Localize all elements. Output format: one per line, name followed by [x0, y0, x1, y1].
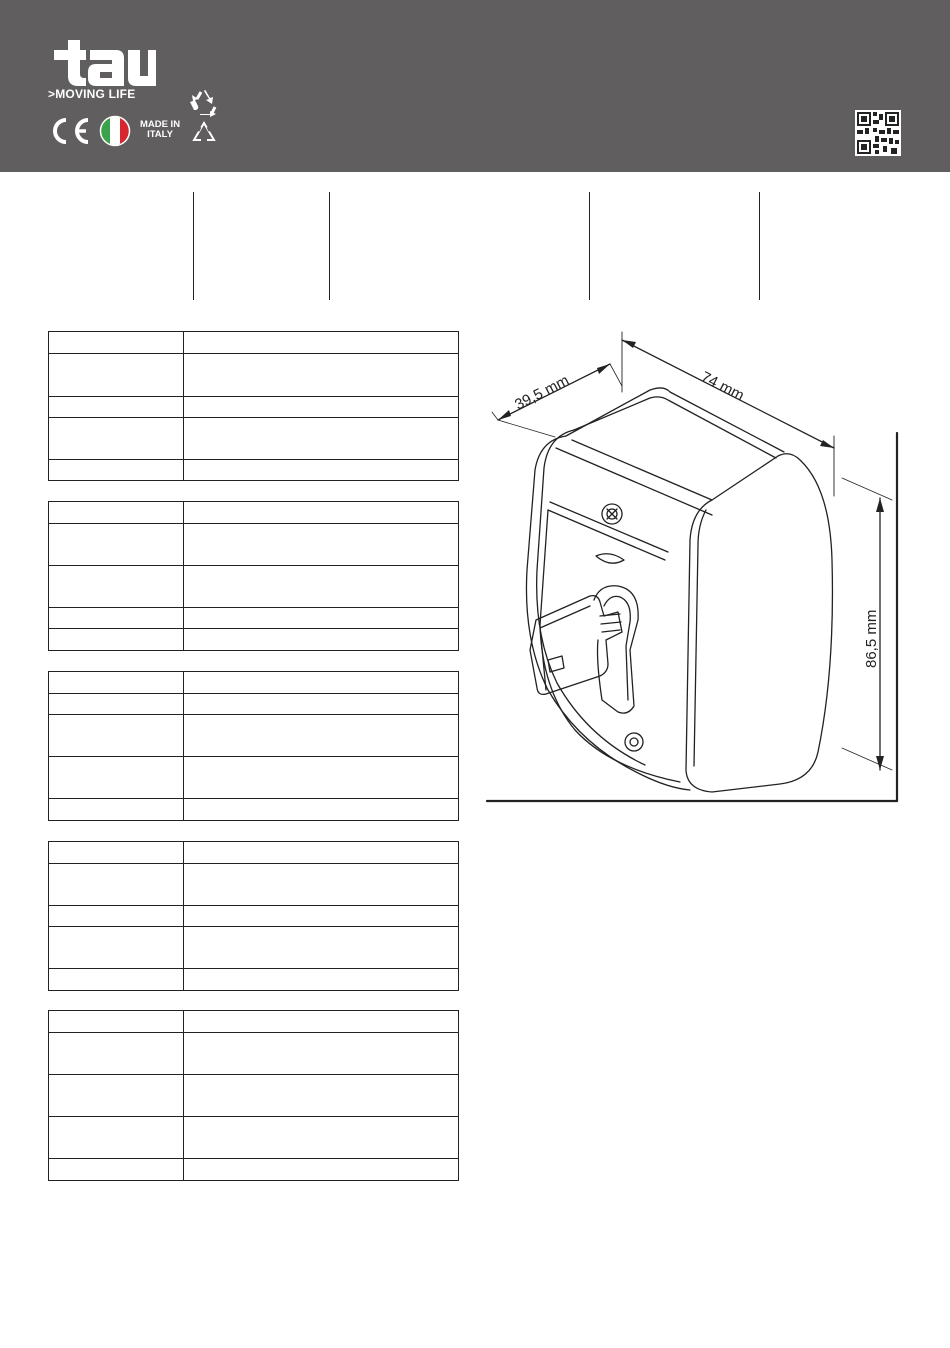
table-row	[49, 332, 459, 354]
table-row	[49, 1117, 459, 1159]
table-row	[49, 864, 459, 906]
table-row	[49, 906, 459, 927]
table-row	[49, 566, 459, 608]
table-row	[49, 629, 459, 651]
table-row	[49, 460, 459, 481]
qr-code-icon[interactable]	[855, 110, 901, 156]
table-row	[49, 1033, 459, 1075]
made-in-italy-label: MADE IN ITALY	[139, 119, 181, 140]
table-row	[49, 354, 459, 397]
table-row	[49, 608, 459, 629]
table-row	[49, 502, 459, 524]
table-row	[49, 524, 459, 566]
height-dimension-label: 86,5 mm	[863, 609, 880, 668]
ce-mark-icon	[46, 115, 92, 147]
table-row	[49, 969, 459, 991]
column-divider	[759, 192, 760, 300]
column-divider	[193, 192, 194, 300]
table-row	[49, 694, 459, 715]
table-row	[49, 799, 459, 821]
spec-table-2	[48, 501, 459, 651]
recycle-icon	[188, 88, 220, 118]
table-row	[49, 1159, 459, 1181]
header-band	[0, 0, 950, 172]
width-dimension-label: 74 mm	[698, 368, 747, 405]
table-row	[49, 672, 459, 694]
italy-flag-icon	[99, 115, 131, 147]
spec-table-3	[48, 671, 459, 821]
table-row	[49, 757, 459, 799]
tau-logo	[46, 30, 156, 90]
table-row	[49, 842, 459, 864]
spec-table-4	[48, 841, 459, 991]
table-row	[49, 397, 459, 418]
table-row	[49, 715, 459, 757]
table-row	[49, 927, 459, 969]
depth-dimension-label: 39,5 mm	[512, 371, 572, 414]
key-selector-drawing	[480, 325, 920, 815]
recycle-triangle-icon	[191, 120, 217, 144]
spec-table-1	[48, 331, 459, 481]
brand-tagline: >MOVING LIFE	[48, 87, 136, 101]
table-row	[49, 1011, 459, 1033]
column-divider	[329, 192, 330, 300]
table-row	[49, 1075, 459, 1117]
table-row	[49, 418, 459, 460]
column-divider	[589, 192, 590, 300]
spec-table-5	[48, 1010, 459, 1181]
